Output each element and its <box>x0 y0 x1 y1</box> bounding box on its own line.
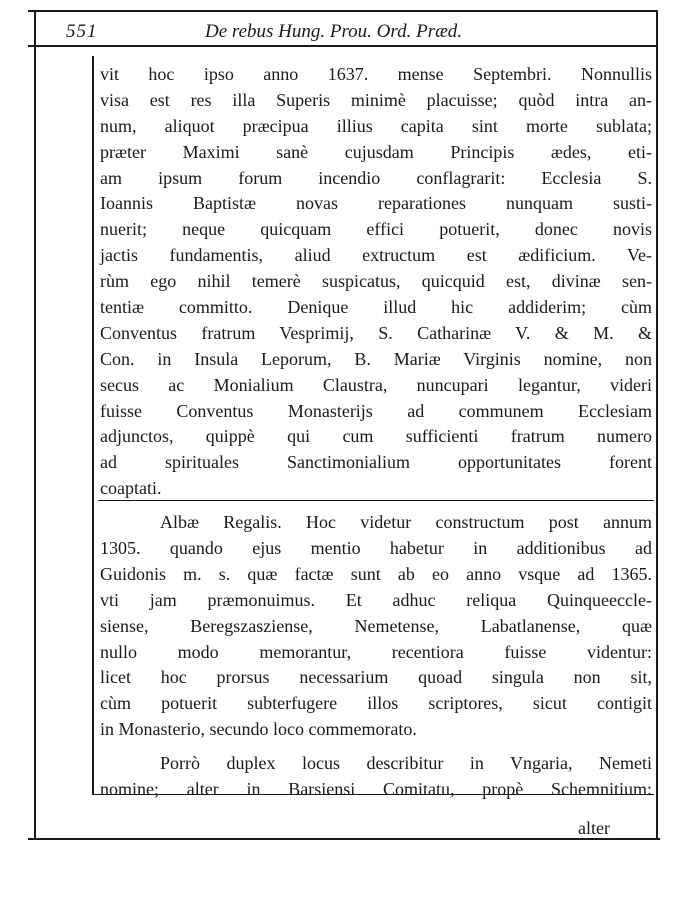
frame-right-rule <box>656 10 658 838</box>
text-line: rùm ego nihil temerè suspicatus, quicquid est, divinæ sen- <box>100 271 652 292</box>
header-rule <box>28 45 658 47</box>
text-line: nomine; alter in Barsiensi Comitatu, propè Schemnitium: <box>100 779 652 800</box>
text-line: adjunctos, quippè qui cum sufficienti fratrum numero <box>100 426 652 447</box>
text-line: ad spirituales Sanctimonialium opportunitates forent <box>100 452 652 473</box>
text-line: 1305. quando ejus mentio habetur in additionibus ad <box>100 538 652 559</box>
text-line: vit hoc ipso anno 1637. mense Septembri. Nonnullis <box>100 64 652 84</box>
text-line: vti jam præmonuimus. Et adhuc reliqua Quinqueeccle- <box>100 589 652 610</box>
text-line: in Monasterio, secundo loco commemorato. <box>100 719 417 740</box>
running-title: De rebus Hung. Prou. Ord. Præd. <box>205 21 463 42</box>
text-line: tentiæ committo. Denique illud hic addiderim; cùm <box>100 297 652 318</box>
footer-rule <box>28 838 660 840</box>
text-line: visa est res illa Superis minimè placuisse; quòd intra an- <box>100 89 652 110</box>
text-left-rule <box>92 56 94 794</box>
text-line: fuisse Conventus Monasterijs ad communem Ecclesiam <box>100 400 652 421</box>
text-line: nuerit; neque quicquam effici potuerit, donec novis <box>100 219 652 240</box>
paragraph-3 <box>100 751 652 803</box>
frame-left-rule <box>34 10 36 838</box>
text-line: Albæ Regalis. Hoc videtur constructum post annum <box>160 512 652 533</box>
text-line: jactis fundamentis, aliud extructum est ædificium. Ve- <box>100 245 652 266</box>
catchword: alter <box>578 818 610 838</box>
paragraph-2 <box>100 510 652 743</box>
page-number: 551 <box>66 21 98 42</box>
text-line: secus ac Monialium Claustra, nuncupari legantur, videri <box>100 374 652 395</box>
text-line: coaptati. <box>100 478 162 499</box>
top-rule <box>28 10 658 12</box>
text-line: siense, Beregszasziense, Nemetense, Labatlanense, quæ <box>100 615 652 636</box>
text-line: Ioannis Baptistæ novas reparationes nunquam susti- <box>100 193 652 214</box>
text-line: Conventus fratrum Vesprimij, S. Catharinæ V. & M. & <box>100 322 652 343</box>
text-line: Porrò duplex locus describitur in Vngaria, Nemeti <box>160 753 652 774</box>
paragraph-1 <box>100 62 652 502</box>
body-text <box>100 62 652 803</box>
text-line: Guidonis m. s. quæ factæ sunt ab eo anno vsque ad 1365. <box>100 563 652 584</box>
text-line: nullo modo memorantur, recentiora fuisse videntur: <box>100 641 652 662</box>
text-line: am ipsum forum incendio conflagrarit: Ecclesia S. <box>100 167 652 188</box>
text-line: præter Maximi sanè cujusdam Principis ædes, eti- <box>100 141 652 162</box>
text-line: licet hoc prorsus necessarium quoad singula non sit, <box>100 667 652 688</box>
text-line: num, aliquot præcipua illius capita sint morte sublata; <box>100 115 652 136</box>
text-line: Con. in Insula Leporum, B. Mariæ Virginis nomine, non <box>100 348 652 369</box>
text-line: cùm potuerit subterfugere illos scriptores, sicut contigit <box>100 693 652 714</box>
